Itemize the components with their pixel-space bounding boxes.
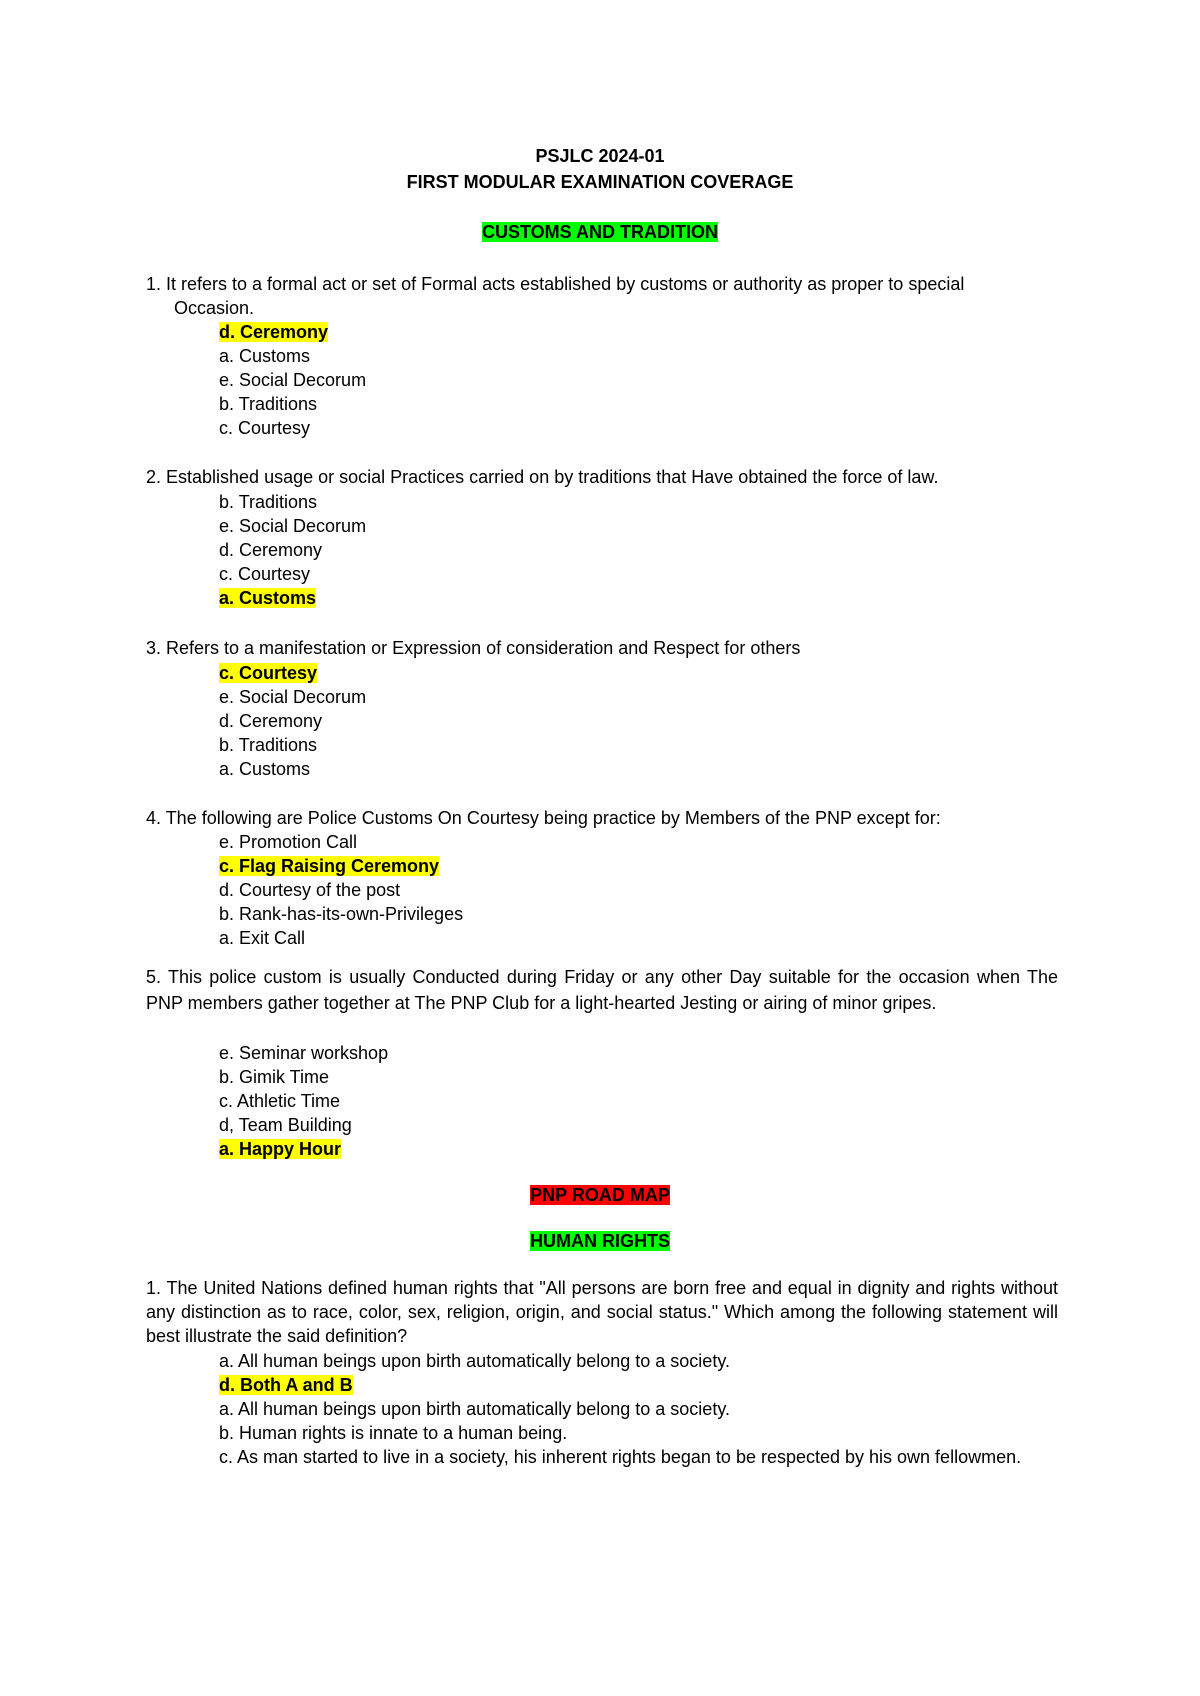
q2-option-3: d. Ceremony bbox=[219, 540, 323, 560]
q1-option-2: a. Customs bbox=[219, 346, 311, 366]
section-heading-customs-text: CUSTOMS AND TRADITION bbox=[482, 222, 718, 242]
q5-answer-option bbox=[219, 1137, 341, 1161]
document-title: PSJLC 2024-01 bbox=[535, 146, 665, 166]
q2-option-5: a. Customs bbox=[219, 588, 317, 608]
q3-option-4: b. Traditions bbox=[219, 735, 318, 755]
q3-option-2: e. Social Decorum bbox=[219, 687, 367, 707]
hr1-option-3: a. All human beings upon birth automatically belong to a society. bbox=[219, 1399, 730, 1419]
section-heading-roadmap bbox=[0, 1183, 1200, 1207]
section-heading-human-rights bbox=[0, 1229, 1200, 1253]
hr1-option-4: b. Human rights is innate to a human being. bbox=[219, 1423, 568, 1443]
q4-option-2: c. Flag Raising Ceremony bbox=[219, 856, 440, 876]
q5-option-1: e. Seminar workshop bbox=[219, 1043, 389, 1063]
q3-option-5: a. Customs bbox=[219, 759, 311, 779]
question-1-line1: 1. It refers to a formal act or set of Formal acts established by customs or authority as proper to special bbox=[146, 274, 965, 294]
document-subtitle: FIRST MODULAR EXAMINATION COVERAGE bbox=[406, 172, 794, 192]
question-1-line2: Occasion. bbox=[174, 298, 255, 318]
hr1-answer-option bbox=[219, 1373, 353, 1397]
section-heading-human-rights-text: HUMAN RIGHTS bbox=[530, 1231, 670, 1251]
q4-option-3: d. Courtesy of the post bbox=[219, 880, 401, 900]
q2-option-1: b. Traditions bbox=[219, 492, 318, 512]
q1-option-4: b. Traditions bbox=[219, 394, 318, 414]
q5-option-5: a. Happy Hour bbox=[219, 1139, 342, 1159]
hr1-option-1: a. All human beings upon birth automatically belong to a society. bbox=[219, 1351, 730, 1371]
q3-option-1: c. Courtesy bbox=[219, 663, 318, 683]
section-heading-customs bbox=[0, 220, 1200, 244]
q1-option-5: c. Courtesy bbox=[219, 418, 311, 438]
q2-answer-option bbox=[219, 586, 316, 610]
q5-option-3: c. Athletic Time bbox=[219, 1091, 341, 1111]
section-heading-roadmap-text: PNP ROAD MAP bbox=[530, 1185, 670, 1205]
q3-option-3: d. Ceremony bbox=[219, 711, 323, 731]
question-3: 3. Refers to a manifestation or Expression of consideration and Respect for others bbox=[146, 638, 801, 658]
q1-option-3: e. Social Decorum bbox=[219, 370, 367, 390]
q4-option-1: e. Promotion Call bbox=[219, 832, 358, 852]
question-4: 4. The following are Police Customs On Courtesy being practice by Members of the PNP except for: bbox=[146, 808, 941, 828]
hr1-option-2: d. Both A and B bbox=[219, 1375, 353, 1395]
hr1-option-5: c. As man started to live in a society, his inherent rights began to be respected by his own fellowmen. bbox=[219, 1447, 1022, 1467]
question-5: 5. This police custom is usually Conducted during Friday or any other Day suitable for the occasion when The PNP members gather together at The PNP Club for a light-hearted Jesting or airing of minor gripes. bbox=[146, 967, 1058, 1013]
q1-option-1: d. Ceremony bbox=[219, 322, 329, 342]
q1-answer-option bbox=[219, 320, 328, 344]
q5-option-2: b. Gimik Time bbox=[219, 1067, 330, 1087]
q4-option-5: a. Exit Call bbox=[219, 928, 306, 948]
q5-option-4: d, Team Building bbox=[219, 1115, 352, 1135]
question-2: 2. Established usage or social Practices carried on by traditions that Have obtained the force of law. bbox=[146, 467, 939, 487]
q4-answer-option bbox=[219, 854, 439, 878]
q3-answer-option bbox=[219, 661, 317, 685]
q2-option-2: e. Social Decorum bbox=[219, 516, 367, 536]
q2-option-4: c. Courtesy bbox=[219, 564, 311, 584]
q4-option-4: b. Rank-has-its-own-Privileges bbox=[219, 904, 464, 924]
hr-question-1: 1. The United Nations defined human rights that "All persons are born free and equal in dignity and rights without any distinction as to race, color, sex, religion, origin, and social status." Which among the following statement will best illustrate the said definition? bbox=[146, 1278, 1058, 1346]
